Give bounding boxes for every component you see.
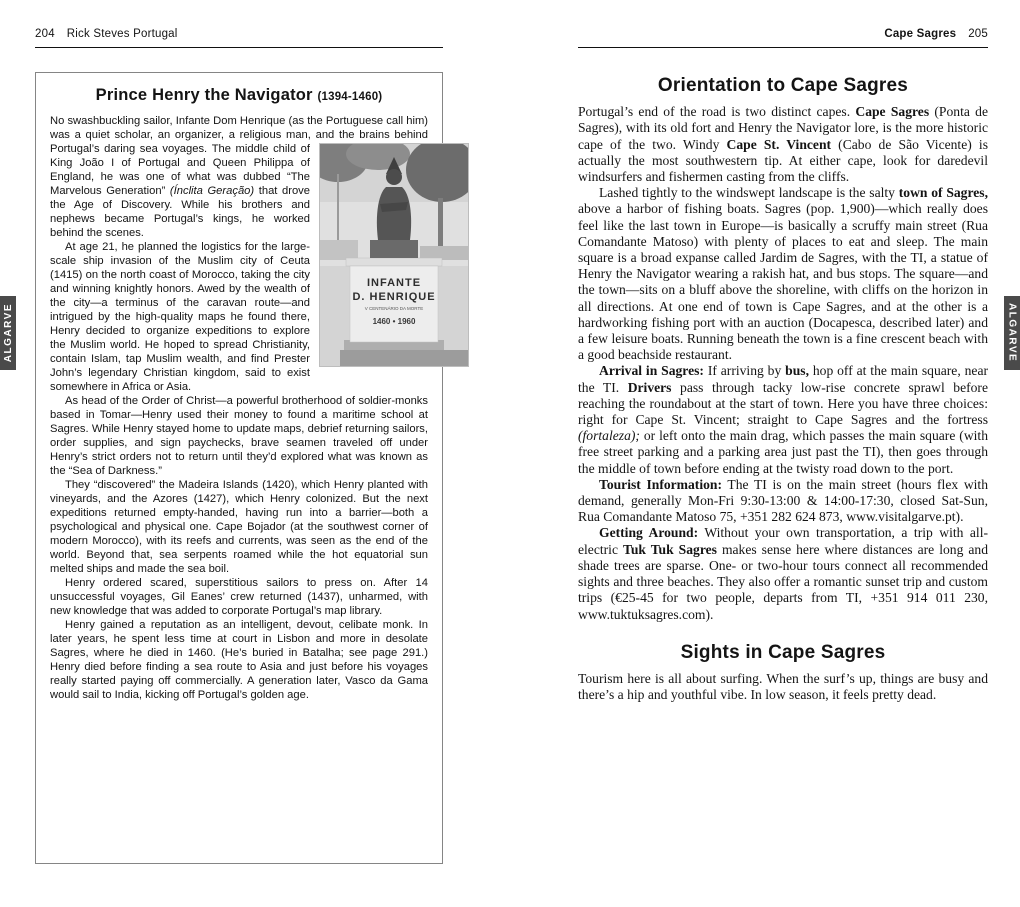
sidebar-box-title [50,86,428,105]
side-tab-left [0,296,16,370]
right-page [578,70,988,703]
section-orientation [578,75,989,623]
side-tab-right [1004,296,1020,370]
book-title: Rick Steves Portugal [66,28,178,40]
sidebar-box-title-years [317,91,382,103]
sidebar-box-years-text: (1394-1460) [317,91,383,103]
side-tab-left-label: ALGARVE [2,303,14,363]
running-head-right [578,28,988,48]
chapter-title: Cape Sagres [884,28,957,40]
paragraph: As head of the Order of Christ—a powerful brotherhood of soldier-monks based in Tomar—Henry used their money to found a maritime school at Sagres. While Henry stayed home to update maps, debrief returning sailors, order supplies, and sign paychecks, brave seamen traveled off under Henry’s strict orders not to return until they’d explored what was known as the “Sea of Darkness.” [50,395,428,477]
monument-photo [320,144,468,366]
section-orientation-paragraphs [578,104,988,623]
sidebar-box-prince-henry [35,72,443,864]
paragraph: Lashed tightly to the windswept landscape is the salty town of Sagres, above a harbor of fishing boats. Sagres (pop. 1,900)—which really does feel like the last town in Europe—is basically a scruffy main street (Rua Comandante Matoso) with plenty of places to eat and sleep. The main square is a broad expanse called Jardim de Sagres, with the TI, a statue of Henry the Navigator wearing a rakish hat, and bus stops. The square—and the town—sits on a bluff above the shoreline, with cliffs on the horizon in all directions. At one end of town is Cape Sagres, and at the other is a hardworking fishing port with an auction (Docapesca, described later) and a few leisure boats. Running beneath the town is a fine crescent beach with a good beachside restaurant. [578,185,988,363]
page-number-right: 205 [968,28,988,40]
paragraph-text: No swashbuckling sailor, Infante Dom Henrique (as the Portuguese call him) was a quiet scholar, an organizer, a religious man, and the brains behind Portugal’s daring sea voyages. [50,115,428,155]
paragraph: Tourism here is all about surfing. When the surf’s up, things are busy and there’s a hip and youthful vibe. In low season, it feels pretty dead. [578,670,988,703]
paragraph: Tourist Information: The TI is on the main street (hours flex with demand, generally Mon-Fri 9:30-13:00 & 14:00-17:30, closed Sat-Sun, Rua Comandante Matoso 75, +351 282 624 873, www.visitalgarve.pt). [578,476,988,525]
section-heading-sights: Sights in Cape Sagres [680,641,886,663]
paragraph: Getting Around: Without your own transportation, a trip with all-electric Tuk Tuk Sagres makes sense here where distances are long and shade trees are sparse. One- or two-hour tours connect all recommended sights and three beaches. They also offer a romantic sunset trip and custom trips (€25-45 for two people, departs from TI, +351 914 011 230, www.tuktuksagres.com). [578,525,988,622]
pedestal-text-line2: D. HENRIQUE [352,291,436,303]
side-tab-right-label: ALGARVE [1006,303,1018,363]
paragraph: Henry ordered scared, superstitious sailors to press on. After 14 unsuccessful voyages, Gil Eanes’ crew returned (1437), unharmed, with new knowledge that was added to corporate Portugal’s map library. [50,577,428,617]
paragraph-text: The middle child of King João I of Portugal and Queen Philippa of England, he was one of what was dubbed “The Marvelous Generation” (Ínclita Geração) that drove the Age of Discovery. While his brothers and nephews became Portugal’s kings, he worked behind the scenes. [50,143,310,239]
section-heading-orientation: Orientation to Cape Sagres [657,75,909,96]
paragraph: At age 21, he planned the logistics for the large-scale ship invasion of the Muslim city of Ceuta (1415) on the north coast of Morocco, taking the city and winning knightly honors. Awed by the wealth of the city—a terminus of the caravan route—and intrigued by the high-quality maps he found there, Henry decided to organize expeditions to explore the Muslim world. He hoped to spread Christianity, contain Islam, tap Muslim wealth, and find Prester John’s legendary Christian kingdom, said to exist somewhere in Africa or Asia. [50,241,310,393]
paragraph: Henry gained a reputation as an intelligent, devout, celibate monk. In later years, he spent less time at court in Lisbon and more in desolate Sagres, where he died in 1460. (He’s buried in Batalha; see page 291.) Henry died before finding a sea route to Asia and just before his voyages really started paying off commercially. A generation later, Vasco da Gama would sail to India, kicking off Portugal’s golden age. [50,619,428,701]
section-sights-paragraphs [578,671,988,703]
paragraph: They “discovered” the Madeira Islands (1420), which Henry planted with vineyards, and the Azores (1427), which Henry colonized. But the next expeditions returned empty-handed, having run into a barrier—both a psychological and physical one. Cape Bojador (at the southwest corner of modern Morocco), with its reefs and currents, was seen as the end of the world. Beyond that, sea serpents roamed while the hot equatorial sun melted ships and made the sea boil. [50,479,428,575]
running-head-left [35,28,443,48]
section-sights [578,641,988,704]
page-number-left: 204 [35,28,55,40]
paragraph: Portugal’s end of the road is two distinct capes. Cape Sagres (Ponta de Sagres), with its old fort and Henry the Navigator lore, is the more historic cape of the two. Windy Cape St. Vincent (Cabo de São Vicente) is actually the most southwestern tip. At either cape, look for daredevil windsurfers and fishermen casting from the cliffs. [578,104,988,185]
pedestal-text-line4: 1460 • 1960 [372,317,416,326]
sidebar-box-body [50,114,436,702]
paragraph: Arrival in Sagres: If arriving by bus, hop off at the main square, near the TI. Drivers pass through tacky low-rise concrete sprawl before reaching the roundabout at the start of town. Here you have three choices: right for Cape St. Vincent; straight to Cape Sagres and the fortress (fortaleza); or left onto the main drag, which passes the main square (with free street parking and a parking area just past the TI), then goes through the middle of town before ending at the twisty road down to the port. [578,363,989,476]
pedestal-text-line1: INFANTE [366,277,422,289]
henry-monument-photo-illustration [320,144,468,366]
pedestal-text-line3: V CENTENÁRIO DA MORTE [364,306,424,311]
sidebar-box-title-text: Prince Henry the Navigator [95,86,313,104]
